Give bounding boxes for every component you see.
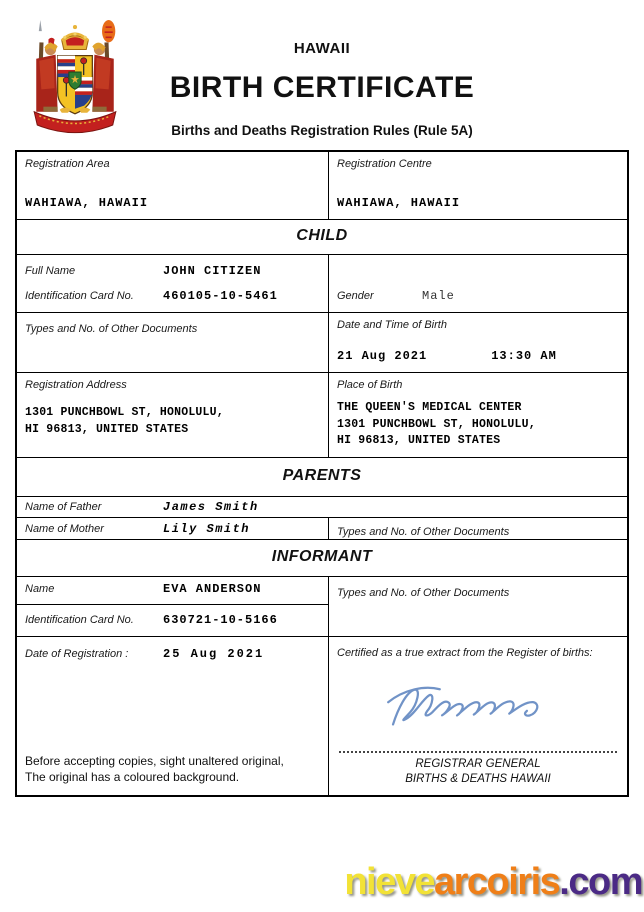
site-watermark [344, 861, 642, 904]
certified-extract-cell [329, 637, 627, 795]
place-of-birth-line3: HI 96813, UNITED STATES [337, 434, 501, 448]
informant-id-card-value: 630721-10-5166 [163, 613, 278, 627]
mother-row [17, 518, 627, 540]
registrar-signature-icon [382, 672, 575, 738]
time-of-birth-value: 13:30 AM [491, 349, 557, 363]
parents-section-row [17, 458, 627, 497]
informant-section-title: INFORMANT [271, 548, 373, 565]
informant-other-docs-label: Types and No. of Other Documents [337, 587, 510, 599]
certificate-header [0, 0, 644, 138]
signature-area [337, 659, 619, 751]
watermark-arcoiris: arcoiris [433, 861, 560, 903]
certificate-subtitle: Births and Deaths Registration Rules (Rule 5A) [171, 123, 473, 138]
place-of-birth-line2: 1301 PUNCHBOWL ST, HONOLULU, [337, 417, 536, 431]
certificate-title: BIRTH CERTIFICATE [169, 71, 475, 104]
registration-centre-cell [329, 152, 627, 219]
child-section-title: CHILD [296, 227, 348, 244]
informant-other-docs-cell [329, 577, 627, 636]
registration-address-line1: 1301 PUNCHBOWL ST, HONOLULU, [25, 406, 224, 419]
registration-address-cell [17, 373, 329, 457]
date-of-birth-cell [329, 313, 627, 372]
child-name-cell [17, 255, 329, 312]
certified-extract-label: Certified as a true extract from the Register of births: [337, 647, 593, 659]
signature-dotted-line [339, 751, 617, 753]
certification-row [17, 637, 627, 795]
registration-area-label: Registration Area [25, 158, 110, 170]
registration-centre-label: Registration Centre [337, 158, 432, 170]
father-value: James Smith [163, 500, 259, 514]
registration-area-cell [17, 152, 329, 219]
informant-name-value: EVA ANDERSON [163, 582, 262, 596]
child-other-docs-label: Types and No. of Other Documents [25, 323, 198, 335]
registrar-general-line: REGISTRAR GENERAL [415, 758, 541, 771]
registration-row [17, 152, 627, 220]
address-row [17, 373, 627, 458]
informant-section-row [17, 540, 627, 577]
father-label: Name of Father [25, 501, 102, 513]
watermark-com: .com [559, 861, 642, 903]
date-of-registration-value: 25 Aug 2021 [163, 647, 265, 661]
registration-centre-value: WAHIAWA, HAWAII [337, 196, 461, 210]
copy-notice-line2: The original has a coloured background. [25, 769, 240, 784]
gender-value: Male [422, 289, 455, 303]
certificate-table [15, 150, 629, 797]
births-deaths-hawaii-line: BIRTHS & DEATHS HAWAII [405, 773, 551, 786]
informant-left-column [17, 577, 329, 636]
date-of-registration-label: Date of Registration : [25, 648, 129, 660]
parents-other-docs-label: Types and No. of Other Documents [337, 526, 510, 538]
mother-label: Name of Mother [25, 523, 104, 535]
date-of-birth-label: Date and Time of Birth [337, 319, 447, 331]
place-of-birth-line1: THE QUEEN'S MEDICAL CENTER [337, 401, 522, 414]
full-name-label: Full Name [25, 265, 76, 277]
copy-notice-line1: Before accepting copies, sight unaltered original, [25, 753, 284, 768]
registrar-sign-block [337, 751, 619, 787]
father-row [17, 497, 627, 518]
child-docs-dob-row [17, 313, 627, 373]
registration-address-label: Registration Address [25, 379, 127, 391]
child-name-gender-row [17, 255, 627, 313]
full-name-value: JOHN CITIZEN [163, 264, 262, 278]
parents-other-docs-cell [329, 518, 627, 539]
registration-address-line2: HI 96813, UNITED STATES [25, 422, 189, 436]
watermark-nieve: nieve [344, 861, 434, 903]
child-id-card-value: 460105-10-5461 [163, 289, 278, 303]
date-of-registration-cell [17, 637, 329, 795]
gender-cell [329, 255, 627, 312]
copy-notice [25, 753, 320, 785]
state-name: HAWAII [293, 40, 351, 57]
father-cell [17, 497, 627, 517]
place-of-birth-cell [329, 373, 627, 457]
child-id-card-label: Identification Card No. [25, 290, 134, 302]
informant-id-card-label: Identification Card No. [25, 614, 134, 626]
informant-row [17, 577, 627, 637]
mother-cell [17, 518, 329, 539]
child-section-row [17, 220, 627, 255]
mother-value: Lily Smith [163, 522, 251, 536]
place-of-birth-label: Place of Birth [337, 379, 403, 391]
informant-name-label: Name [25, 583, 55, 595]
registration-area-value: WAHIAWA, HAWAII [25, 196, 149, 210]
child-other-docs-cell [17, 313, 329, 372]
date-of-birth-value: 21 Aug 2021 [337, 349, 428, 363]
informant-name-cell [17, 577, 328, 605]
informant-id-card-cell [17, 605, 328, 635]
parents-section-title: PARENTS [282, 467, 362, 484]
gender-label: Gender [337, 290, 374, 302]
